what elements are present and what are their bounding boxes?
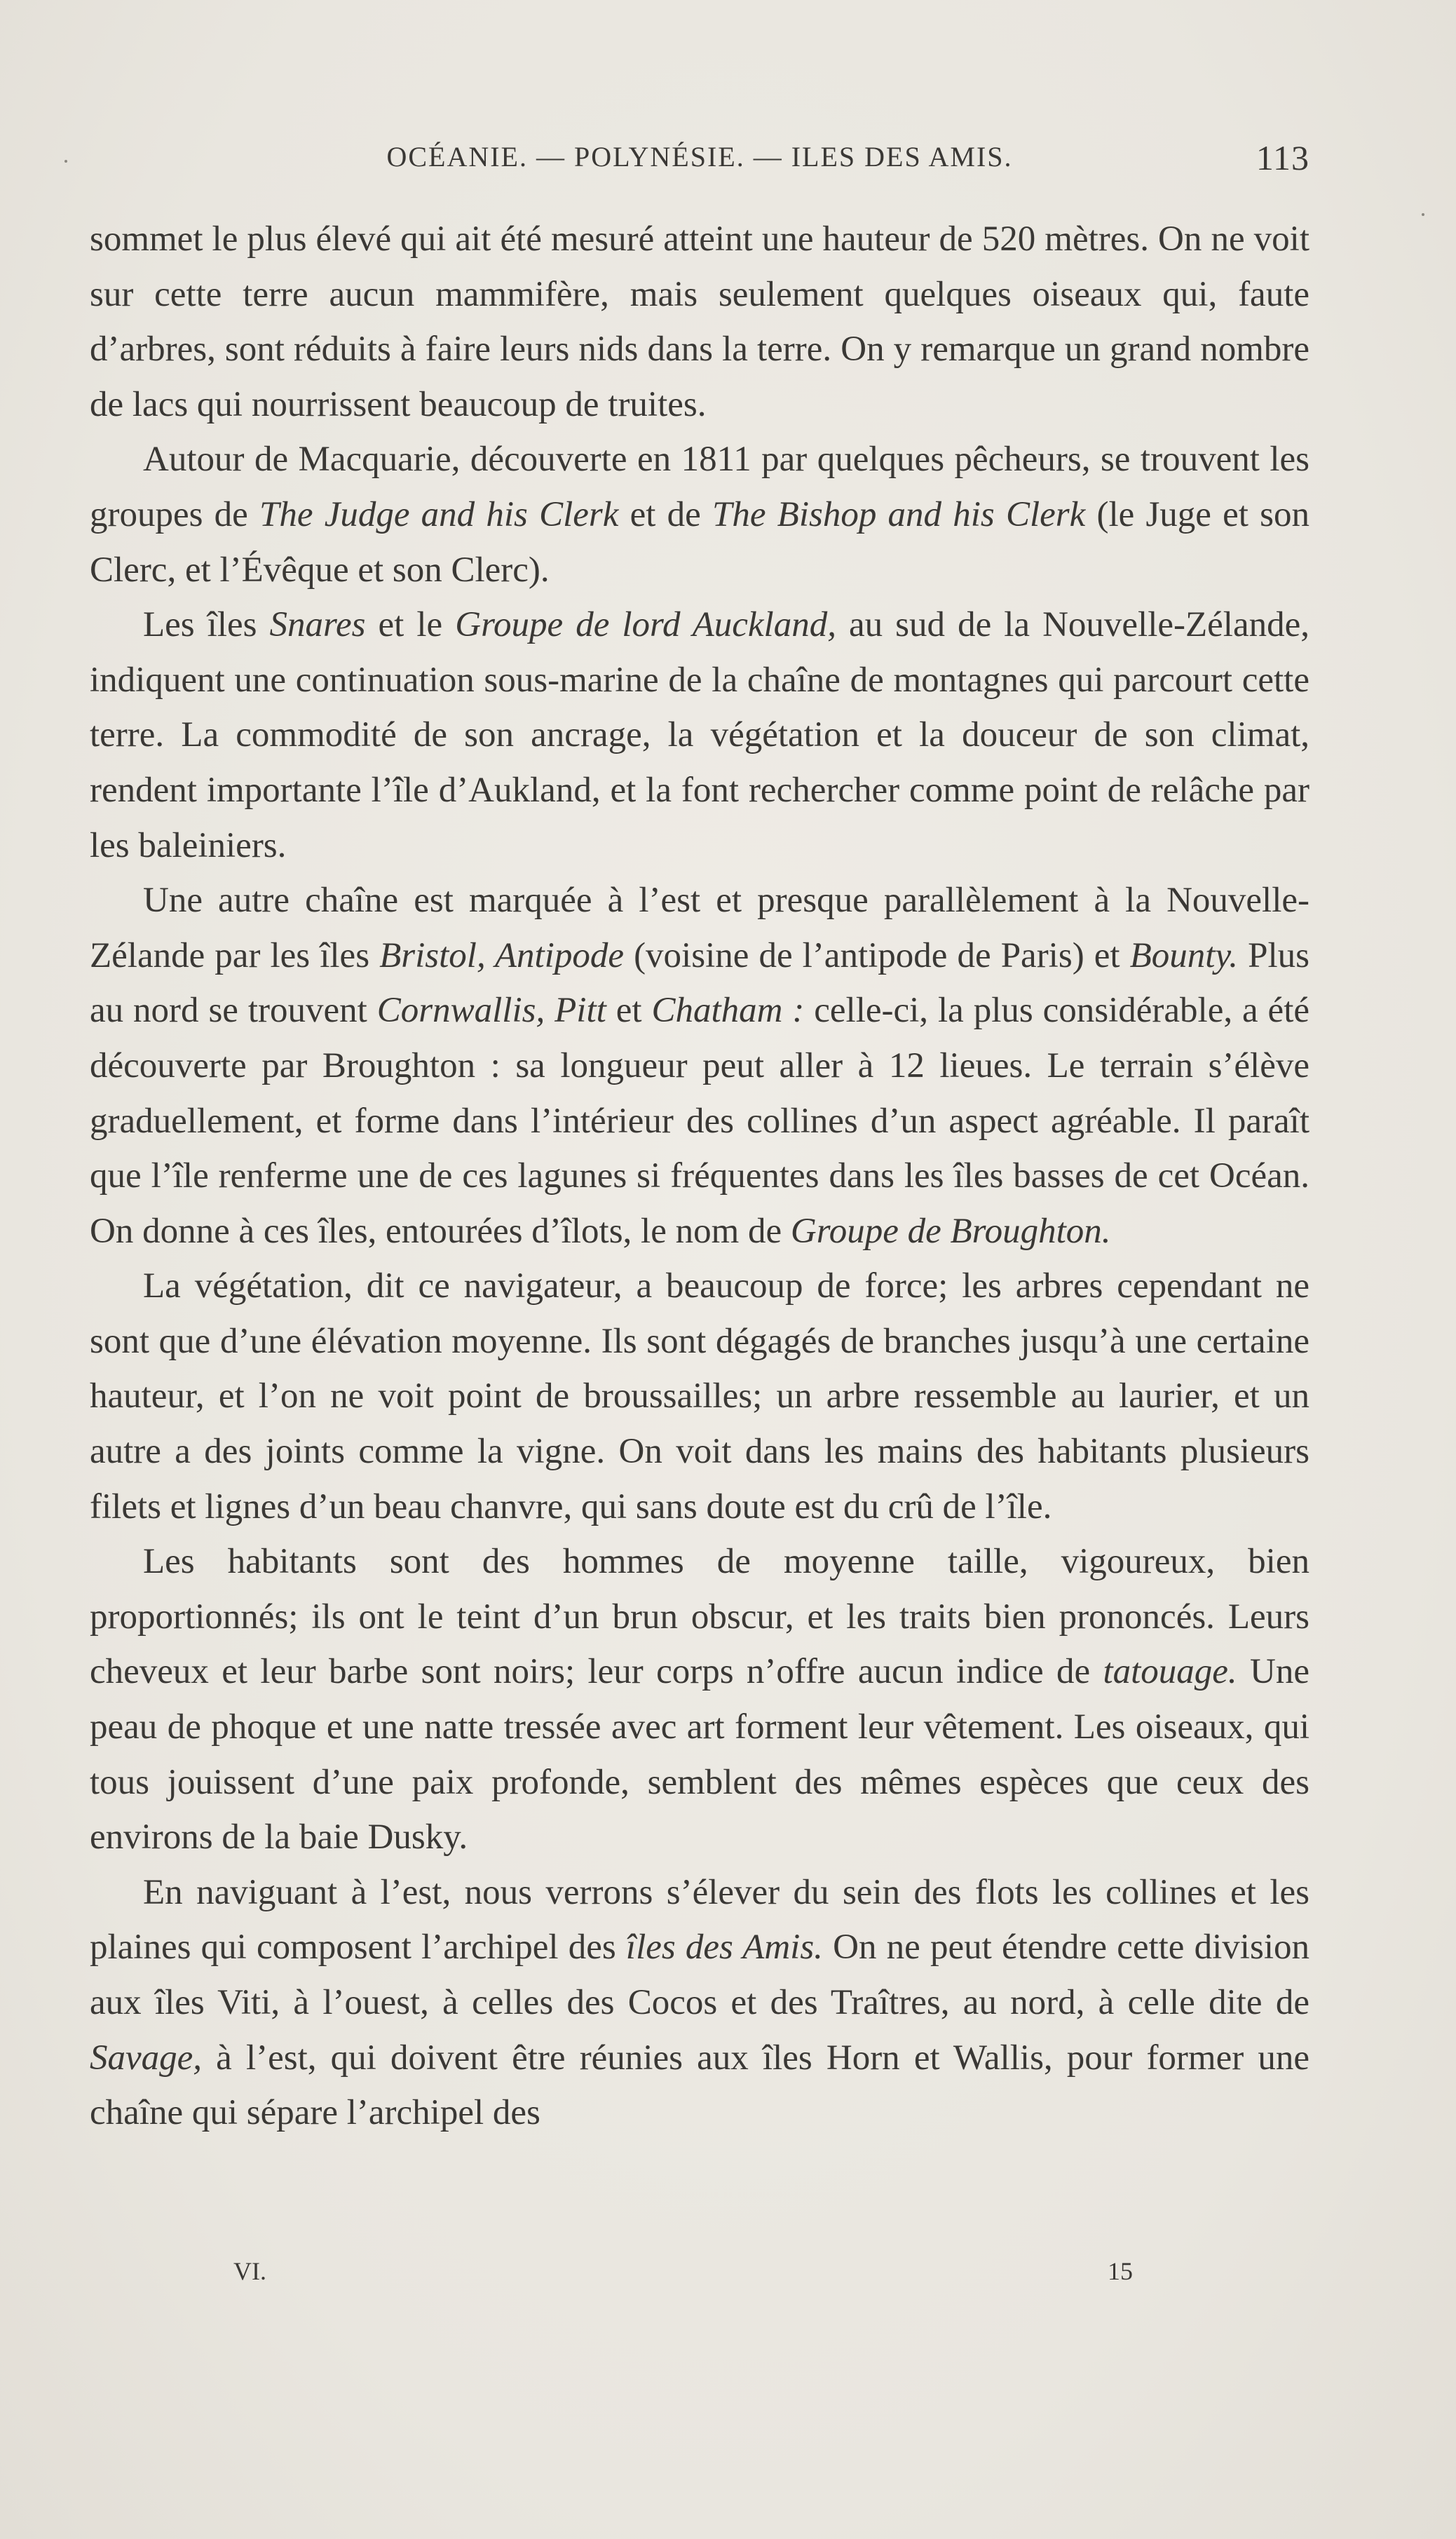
italic-text: Snares bbox=[269, 605, 366, 645]
italic-text: Savage, bbox=[90, 2038, 203, 2078]
italic-text: Bristol, Antipode bbox=[379, 935, 624, 975]
paragraph bbox=[90, 1534, 1309, 1865]
text-run: (le Juge et son Clerc, et l’Évêque et son Clerc). bbox=[90, 494, 1309, 590]
italic-text: Bounty. bbox=[1129, 935, 1239, 975]
italic-text: Groupe de lord Auckland, bbox=[455, 605, 836, 645]
sheet-number: 15 bbox=[1108, 2257, 1133, 2285]
paragraph bbox=[90, 1259, 1309, 1534]
paragraph bbox=[90, 873, 1309, 1259]
paragraph bbox=[90, 432, 1309, 597]
paragraph bbox=[90, 212, 1309, 432]
italic-text: tatouage. bbox=[1103, 1652, 1237, 1692]
running-head bbox=[90, 140, 1309, 182]
italic-text: Groupe de Broughton. bbox=[790, 1211, 1111, 1251]
text-run: Les habitants sont des hommes de moyenne taille, vigoureux, bien proportionnés; ils ont le teint d’un brun obscur, et les traits bien prononcés. Leurs cheveux et leur barbe sont noirs; leur corps n’offre aucun indice de bbox=[90, 1542, 1309, 1692]
text-run: En naviguant à l’est, nous verrons s’élever du sein des flots les collines et les plaines qui composent l’archipel des bbox=[90, 1872, 1309, 1968]
paragraph bbox=[90, 597, 1309, 873]
paper-speck bbox=[64, 160, 67, 163]
text-run: (voisine de l’antipode de Paris) et bbox=[624, 935, 1130, 975]
text-run: Une peau de phoque et une natte tressée avec art forment leur vêtement. Les oiseaux, qui tous jouissent d’une paix profonde, semblent des mêmes espèces que ceux des environs de la baie Dusky. bbox=[90, 1652, 1309, 1857]
italic-text: The Bishop and his Clerk bbox=[712, 494, 1086, 534]
text-run: Autour de Macquarie, découverte en 1811 par quelques pêcheurs, se trouvent les groupes de bbox=[90, 440, 1309, 534]
text-run: La végétation, dit ce navigateur, a beaucoup de force; les arbres cependant ne sont que d’une élévation moyenne. Ils sont dégagés de branches jusqu’à une certaine hauteur, et l’on ne voit point de broussailles; un arbre ressemble au laurier, et un autre a des joints comme la vigne. On voit dans les mains des habitants plusieurs filets et lignes d’un beau chanvre, qui sans doute est du crû de l’île. bbox=[90, 1266, 1309, 1526]
page-footer bbox=[90, 2256, 1309, 2291]
text-run: à l’est, qui doivent être réunies aux îles Horn et Wallis, pour former une chaîne qui sépare l’archipel des bbox=[90, 2038, 1309, 2133]
italic-text: Chatham : bbox=[651, 991, 805, 1031]
paragraph bbox=[90, 1865, 1309, 2141]
text-run: On ne peut étendre cette division aux îles Viti, à l’ouest, à celles des Cocos et des Traîtres, au nord, à celle dite de bbox=[90, 1928, 1309, 2022]
text-run: Plus au nord se trouvent bbox=[90, 935, 1309, 1031]
text-run: au sud de la Nouvelle-Zélande, indiquent une continuation sous-marine de la chaîne de montagnes qui parcourt cette terre. La commodité de son ancrage, la végétation et la douceur de son climat, rendent importante l’île d’Aukland, et la font rechercher comme point de relâche par les baleiniers. bbox=[90, 605, 1309, 865]
text-run: et de bbox=[618, 494, 712, 534]
italic-text: îles des Amis. bbox=[625, 1928, 823, 1968]
signature-mark: VI. bbox=[233, 2257, 266, 2285]
text-run: celle-ci, la plus considérable, a été découverte par Broughton : sa longueur peut aller à 12 lieues. Le terrain s’élève graduellement, et forme dans l’intérieur des collines d’un aspect agréable. Il paraît que l’île renferme une de ces lagunes si fréquentes dans les îles basses de cet Océan. On donne à ces îles, entourées d’îlots, le nom de bbox=[90, 991, 1310, 1251]
text-run: Les îles bbox=[143, 605, 270, 645]
italic-text: Cornwallis, Pitt bbox=[376, 991, 606, 1031]
page-number: 113 bbox=[1256, 138, 1309, 177]
running-title: OCÉANIE. — POLYNÉSIE. — ILES DES AMIS. bbox=[386, 141, 1013, 172]
text-run: et le bbox=[365, 605, 456, 645]
body-text bbox=[90, 212, 1309, 2141]
text-run: sommet le plus élevé qui ait été mesuré atteint une hauteur de 520 mètres. On ne voit sur cette terre aucun mammifère, mais seulement quelques oiseaux qui, faute d’arbres, sont réduits à faire leurs nids dans la terre. On y remarque un grand nombre de lacs qui nourrissent beaucoup de truites. bbox=[90, 219, 1309, 424]
text-run: Une autre chaîne est marquée à l’est et presque parallèlement à la Nouvelle-Zélande par les îles bbox=[90, 881, 1309, 975]
paper-speck bbox=[1422, 213, 1424, 216]
text-run: et bbox=[606, 991, 652, 1031]
italic-text: The Judge and his Clerk bbox=[259, 494, 619, 534]
